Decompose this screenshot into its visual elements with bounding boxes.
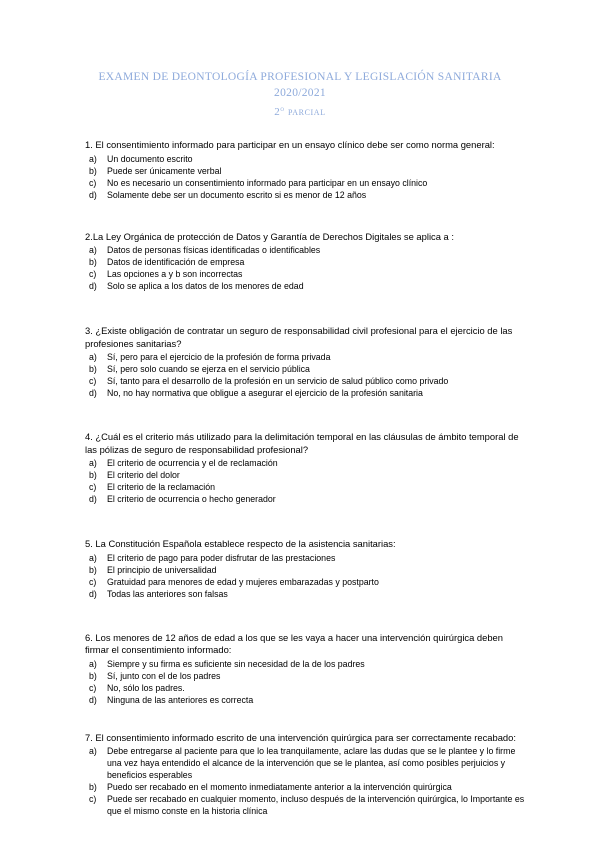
option-text: Sí, junto con el de los padres [107,670,221,681]
option-letter: b) [89,670,97,681]
question-text: 7. El consentimiento informado escrito de una intervención quirúrgica para ser correctamente recabado: [85,731,516,743]
option-letter: a) [89,245,97,255]
answer-option [85,457,525,469]
option-letter: d) [89,388,97,398]
question-text: 3. ¿Existe obligación de contratar un seguro de responsabilidad civil profesional para el ejercicio de las profesiones sanitarias? [85,325,513,349]
option-text: Solamente debe ser un documento escrito si es menor de 12 años [107,189,367,200]
answer-option [85,576,525,588]
option-text: Siempre y su firma es suficiente sin necesidad de la de los padres [107,658,365,669]
option-text: El criterio del dolor [107,470,180,480]
answer-option [85,256,525,268]
answer-option [85,552,525,564]
option-text: No, no hay normativa que obligue a asegurar el ejercicio de la profesión sanitaria [107,388,423,398]
answer-option [85,493,525,505]
option-letter: b) [89,470,97,480]
option-text: Las opciones a y b son incorrectas [107,269,243,279]
question-text: 6. Los menores de 12 años de edad a los que se les vaya a hacer una intervención quirúrgica deben firmar el consentimiento informado: [85,631,503,655]
question-7 [85,732,525,818]
option-text: Datos de identificación de empresa [107,257,245,267]
question-6 [85,632,525,706]
option-text: Solo se aplica a los datos de los menores de edad [107,281,304,291]
option-text: Sí, pero para el ejercicio de la profesión de forma privada [107,352,331,362]
answer-option [85,387,525,399]
option-letter: b) [89,165,97,176]
option-letter: a) [89,352,97,362]
answer-option [85,694,525,706]
answer-option [85,781,525,793]
answer-option [85,670,525,682]
answer-option [85,177,525,189]
answer-option [85,658,525,670]
question-2 [85,231,525,293]
exam-header [0,70,600,120]
answer-option [85,153,525,165]
answer-option [85,469,525,481]
question-3 [85,325,525,399]
question-1 [85,139,525,201]
option-letter: d) [89,281,97,291]
option-letter: a) [89,458,97,468]
option-letter: c) [89,576,97,587]
answer-option [85,268,525,280]
option-text: Ninguna de las anteriores es correcta [107,694,254,705]
option-letter: c) [89,177,97,188]
question-text: 2.La Ley Orgánica de protección de Datos y Garantía de Derechos Digitales se aplica a : [85,230,454,242]
option-letter: b) [89,364,97,374]
answer-option [85,363,525,375]
option-text: Sí, tanto para el desarrollo de la profesión en un servicio de salud público como privado [107,376,449,386]
option-letter: a) [89,552,97,563]
option-letter: b) [89,782,97,792]
option-letter: a) [89,746,97,756]
answer-option [85,189,525,201]
option-text: El criterio de ocurrencia y el de reclamación [107,458,278,468]
option-text: El criterio de pago para poder disfrutar de las prestaciones [107,552,336,563]
answer-option [85,588,525,600]
option-text: Un documento escrito [107,153,193,164]
option-letter: c) [89,269,97,279]
option-letter: c) [89,376,97,386]
question-text: 4. ¿Cuál es el criterio más utilizado para la delimitación temporal en las cláusulas de ámbito temporal de las pólizas de seguro de responsabilidad profesional? [85,431,519,455]
answer-option [85,481,525,493]
option-letter: d) [89,588,97,599]
option-text: Datos de personas físicas identificadas o identificables [107,245,321,255]
option-text: El principio de universalidad [107,564,217,575]
option-text: El criterio de ocurrencia o hecho generador [107,494,276,504]
option-letter: b) [89,564,97,575]
option-text: Sí, pero solo cuando se ejerza en el servicio pública [107,364,310,374]
option-text: No, sólo los padres. [107,682,185,693]
answer-option [85,745,525,781]
answer-option [85,351,525,363]
answer-option [85,244,525,256]
academic-year: 2020/2021 [274,87,326,99]
option-letter: b) [89,257,97,267]
option-text: Puedo ser recabado en el momento inmediatamente anterior a la intervención quirúrgica [107,782,452,792]
question-text: 5. La Constitución Española establece respecto de la asistencia sanitarias: [85,538,396,549]
option-text: Debe entregarse al paciente para que lo lea tranquilamente, aclare las dudas que se le plantee y lo firme una vez haya entendido el alcance de la intervención que se le plantea, así como posibles perjuicios y beneficios esperables [107,746,516,780]
exam-title: EXAMEN DE DEONTOLOGÍA PROFESIONAL Y LEGISLACIÓN SANITARIA [98,71,502,83]
answer-option [85,375,525,387]
parcial-label: 2$^o$ parcial [274,105,326,118]
option-letter: d) [89,694,97,705]
question-list [85,139,525,847]
option-text: No es necesario un consentimiento informado para participar en un ensayo clínico [107,177,428,188]
answer-option [85,165,525,177]
question-4 [85,431,525,505]
option-text: Puede ser recabado en cualquier momento, incluso después de la intervención quirúrgica, lo Importante es que el mismo conste en la historia clínica [107,794,525,816]
option-text: El criterio de la reclamación [107,482,216,492]
option-letter: d) [89,189,97,200]
option-letter: c) [89,794,97,804]
option-letter: d) [89,494,97,504]
option-text: Puede ser únicamente verbal [107,165,222,176]
question-5 [85,538,525,600]
answer-option [85,682,525,694]
option-letter: a) [89,658,97,669]
option-letter: c) [89,682,97,693]
option-text: Todas las anteriores son falsas [107,588,228,599]
option-letter: c) [89,482,97,492]
answer-option [85,280,525,292]
question-text: 1. El consentimiento informado para participar en un ensayo clínico debe ser como norma general: [85,139,495,150]
answer-option [85,793,525,817]
option-letter: a) [89,153,97,164]
answer-option [85,564,525,576]
option-text: Gratuidad para menores de edad y mujeres embarazadas y postparto [107,576,379,587]
